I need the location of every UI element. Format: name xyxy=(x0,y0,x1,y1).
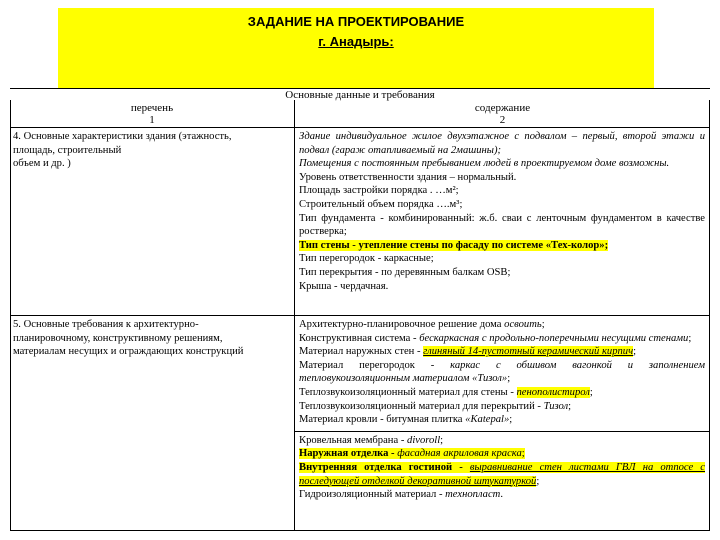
column-header-content: содержание xyxy=(474,102,531,114)
architectural-solution: Архитектурно-планировочное решение дома освоить; xyxy=(299,319,545,330)
document-title: ЗАДАНИЕ НА ПРОЕКТИРОВАНИЕ xyxy=(247,14,465,29)
floor-type: Тип перекрытия - по деревянным балкам OSB; xyxy=(299,266,511,278)
city-subtitle: г. Анадырь: xyxy=(318,34,394,49)
row4-label xyxy=(13,130,291,171)
row4-content xyxy=(299,130,705,293)
row5-label-line: материалам несущих и ограждающих конструкций xyxy=(13,346,244,358)
title-banner xyxy=(58,8,654,88)
requirements-table xyxy=(10,88,710,531)
row5-label-line: планировочному, конструктивному решениям, xyxy=(13,332,223,344)
interior-finish: Внутренняя отделка гостиной - выравнивание стен листами ГВЛ на отпосе с последующей отделкой декоративной штукатуркой; xyxy=(299,461,705,487)
row-separator xyxy=(10,315,710,316)
partition-type: Тип перегородок - каркасные; xyxy=(299,253,434,265)
structural-system: Конструктивная система - бескаркасная с продольно-поперечными несущими стенами; xyxy=(299,332,692,344)
row5-label xyxy=(13,318,291,359)
header-separator xyxy=(10,127,710,128)
waterproofing-material: Гидроизоляционный материал - технопласт. xyxy=(299,489,503,501)
building-volume: Строительный объем порядка ….м³; xyxy=(299,198,463,210)
row4-label-line: площадь, строительный xyxy=(13,144,122,156)
table-bottom xyxy=(10,530,710,531)
building-description: Здание индивидуальное жилое двухэтажное с подвалом – первый, второй этажи и подвал (гараж отапливаемый на 2машины); xyxy=(299,131,705,156)
foundation-type: Тип фундамента - комбинированный: ж.б. сваи с ленточным фундаментом в качестве ростверка; xyxy=(299,212,705,238)
exterior-finish: Наружная отделка - фасадная акриловая краска; xyxy=(299,448,525,460)
wall-type-text: Тип стены - утепление стены по фасаду по системе «Тех-колор»; xyxy=(299,239,609,251)
column-header-list: перечень xyxy=(130,102,174,114)
wall-insulation: Теплозвукоизоляционный материал для стены - пенополистирол; xyxy=(299,386,593,398)
floor-insulation: Теплозвукоизоляционный материал для перекрытий - Тизол; xyxy=(299,400,572,412)
building-area: Площадь застройки порядка . …м²; xyxy=(299,185,459,197)
roof-material: Материал кровли - битумная плитка «Katepal»; xyxy=(299,414,513,426)
column-number-1: 1 xyxy=(149,114,155,126)
roof-membrane: Кровельная мембрана - divoroll; xyxy=(295,431,709,448)
row5-label-line: 5. Основные требования к архитектурно- xyxy=(13,319,199,330)
row5-content xyxy=(299,318,705,502)
exterior-wall-material: Материал наружных стен - глиняный 14-пустотный керамический кирпич; xyxy=(299,346,637,358)
partition-material: Материал перегородок - каркас с обшивом вагонкой и заполнением тепловукоизоляционным материалом «Тизол»; xyxy=(299,359,705,385)
responsibility-level: Уровень ответственности здания – нормальный. xyxy=(299,171,517,183)
row4-label-line: 4. Основные характеристики здания (этажность, xyxy=(13,131,232,142)
wall-type xyxy=(299,239,705,253)
row4-label-line: объем и др. ) xyxy=(13,158,71,170)
column-number-2: 2 xyxy=(499,114,506,126)
premises-note: Помещения с постоянным пребыванием людей в проектируемом доме возможны. xyxy=(299,158,670,170)
table-caption: Основные данные и требования xyxy=(285,89,435,101)
roof-type: Крыша - чердачная. xyxy=(299,280,389,292)
